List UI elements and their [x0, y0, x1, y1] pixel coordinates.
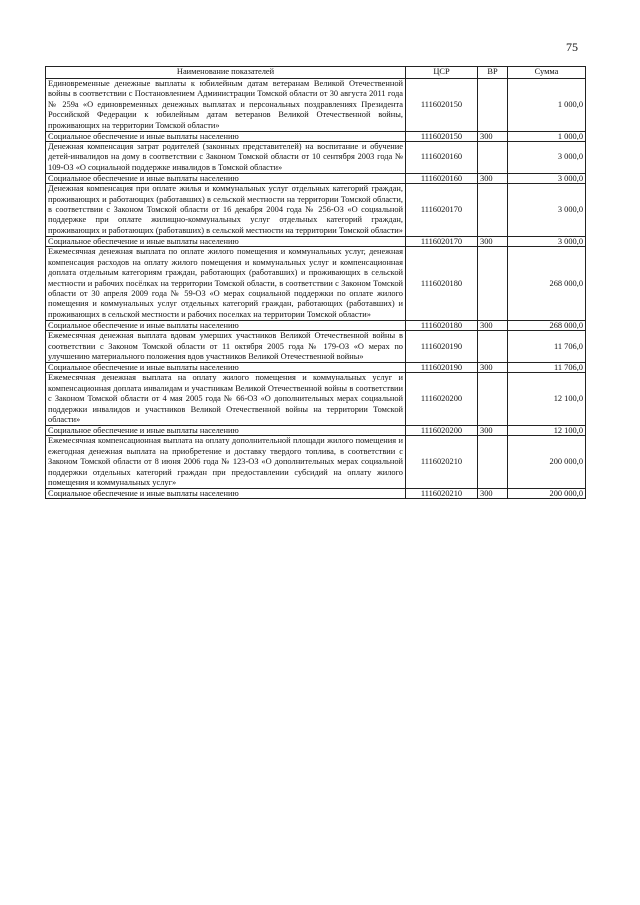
header-vr: ВР: [478, 67, 508, 79]
row-vr: 300: [478, 426, 508, 436]
row-sum: 3 000,0: [508, 174, 586, 184]
header-name: Наименование показателей: [46, 67, 406, 79]
row-csr: 1116020210: [406, 436, 478, 489]
table-row: [46, 321, 586, 331]
header-sum: Сумма: [508, 67, 586, 79]
row-csr: 1116020170: [406, 237, 478, 247]
row-sum: 11 706,0: [508, 363, 586, 373]
row-vr: [478, 184, 508, 237]
page-number: 75: [566, 40, 578, 54]
header-csr: ЦСР: [406, 67, 478, 79]
table-row: [46, 426, 586, 436]
row-sum: 268 000,0: [508, 247, 586, 321]
row-name: Социальное обеспечение и иные выплаты населению: [46, 132, 406, 142]
row-sum: 200 000,0: [508, 489, 586, 499]
table-row: [46, 174, 586, 184]
row-vr: 300: [478, 174, 508, 184]
row-name: Денежная компенсация затрат родителей (законных представителей) на воспитание и обучение детей-инвалидов на дому в соответствии с Законом Томской области от 10 сентября 2003 года № 109-ОЗ «О социальной поддержке инвалидов в Томской области»: [46, 142, 406, 174]
row-sum: 12 100,0: [508, 426, 586, 436]
row-vr: 300: [478, 489, 508, 499]
row-name: Социальное обеспечение и иные выплаты населению: [46, 426, 406, 436]
row-name: Социальное обеспечение и иные выплаты населению: [46, 321, 406, 331]
table-row: [46, 247, 586, 321]
row-csr: 1116020200: [406, 373, 478, 426]
row-name: Социальное обеспечение и иные выплаты населению: [46, 174, 406, 184]
table-row: [46, 237, 586, 247]
table-row: [46, 79, 586, 132]
table-row: [46, 184, 586, 237]
row-vr: [478, 79, 508, 132]
row-vr: [478, 142, 508, 174]
row-vr: 300: [478, 132, 508, 142]
row-sum: 3 000,0: [508, 237, 586, 247]
row-csr: 1116020160: [406, 142, 478, 174]
row-name: Социальное обеспечение и иные выплаты населению: [46, 489, 406, 499]
row-sum: 3 000,0: [508, 184, 586, 237]
row-name: Ежемесячная денежная выплата по оплате жилого помещения и коммунальных услуг, денежная компенсация расходов на оплату жилого помещения и коммунальных услуг и компенсационная доплата отдельным категориям граждан, работающих (работавших) и проживающих в сельской местности и рабочих посёлках на территории Томской области, в соответствии с Законом Томской области от 30 апреля 2009 года № 59-ОЗ «О мерах социальной поддержки по оплате жилого помещения и коммунальных услуг отдельных категорий граждан, работающих (работавших) и проживающих в сельской местности и рабочих поселках на территории Томской области»: [46, 247, 406, 321]
row-vr: [478, 247, 508, 321]
table-row: [46, 373, 586, 426]
table-header-row: [46, 67, 586, 79]
row-csr: 1116020180: [406, 321, 478, 331]
row-csr: 1116020150: [406, 132, 478, 142]
row-sum: 3 000,0: [508, 142, 586, 174]
row-sum: 200 000,0: [508, 436, 586, 489]
budget-table: [45, 66, 586, 499]
row-csr: 1116020150: [406, 79, 478, 132]
table-row: [46, 132, 586, 142]
row-vr: 300: [478, 321, 508, 331]
table-row: [46, 142, 586, 174]
row-sum: 1 000,0: [508, 79, 586, 132]
row-vr: 300: [478, 237, 508, 247]
row-sum: 11 706,0: [508, 331, 586, 363]
table-row: [46, 363, 586, 373]
row-csr: 1116020190: [406, 331, 478, 363]
row-name: Социальное обеспечение и иные выплаты населению: [46, 363, 406, 373]
row-csr: 1116020210: [406, 489, 478, 499]
row-csr: 1116020190: [406, 363, 478, 373]
row-name: Единовременные денежные выплаты к юбилейным датам ветеранам Великой Отечественной войны в соответствии с Постановлением Администрации Томской области от 30 августа 2011 года № 259а «О единовременных денежных выплатах и персональных поздравлениях Президента Российской Федерации к юбилейным датам ветеранов Великой Отечественной войны, проживающих на территории Томской области»: [46, 79, 406, 132]
row-name: Социальное обеспечение и иные выплаты населению: [46, 237, 406, 247]
row-sum: 268 000,0: [508, 321, 586, 331]
row-name: Ежемесячная компенсационная выплата на оплату дополнительной площади жилого помещения и ежегодная денежная выплата на приобретение и доставку твердого топлива, в соответствии с Законом Томской области от 8 июня 2006 года № 123-ОЗ «О дополнительных мерах социальной поддержки отдельных категорий граждан при предоставлении субсидий на оплату жилого помещения и коммунальных услуг»: [46, 436, 406, 489]
table-row: [46, 489, 586, 499]
row-name: Ежемесячная денежная выплата на оплату жилого помещения и коммунальных услуг и компенсационная доплата инвалидам и участникам Великой Отечественной войны в соответствии с Законом Томской области от 4 мая 2005 года № 66-ОЗ «О дополнительных мерах социальной поддержки инвалидов и участников Великой Отечественной войны на территории Томской области»: [46, 373, 406, 426]
row-vr: [478, 331, 508, 363]
row-vr: [478, 436, 508, 489]
row-vr: [478, 373, 508, 426]
row-sum: 12 100,0: [508, 373, 586, 426]
row-vr: 300: [478, 363, 508, 373]
row-csr: 1116020180: [406, 247, 478, 321]
row-csr: 1116020200: [406, 426, 478, 436]
row-sum: 1 000,0: [508, 132, 586, 142]
row-name: Денежная компенсация при оплате жилья и коммунальных услуг отдельных категорий граждан, проживающих и работающих (работавших) в сельской местности на территории Томской области, в соответствии с Законом Томской области от 16 декабря 2004 года № 256-ОЗ «О социальной поддержке при оплате жилищно-коммунальных услуг отдельных категорий граждан, проживающих и работающих (работавших) в сельской местности на территории Томской области»: [46, 184, 406, 237]
table-row: [46, 331, 586, 363]
table-row: [46, 436, 586, 489]
row-csr: 1116020160: [406, 174, 478, 184]
row-csr: 1116020170: [406, 184, 478, 237]
row-name: Ежемесячная денежная выплата вдовам умерших участников Великой Отечественной войны в соответствии с Законом Томской области от 11 октября 2005 года № 179-ОЗ «О мерах по улучшению материального положения вдов участников Великой Отечественной войны»: [46, 331, 406, 363]
